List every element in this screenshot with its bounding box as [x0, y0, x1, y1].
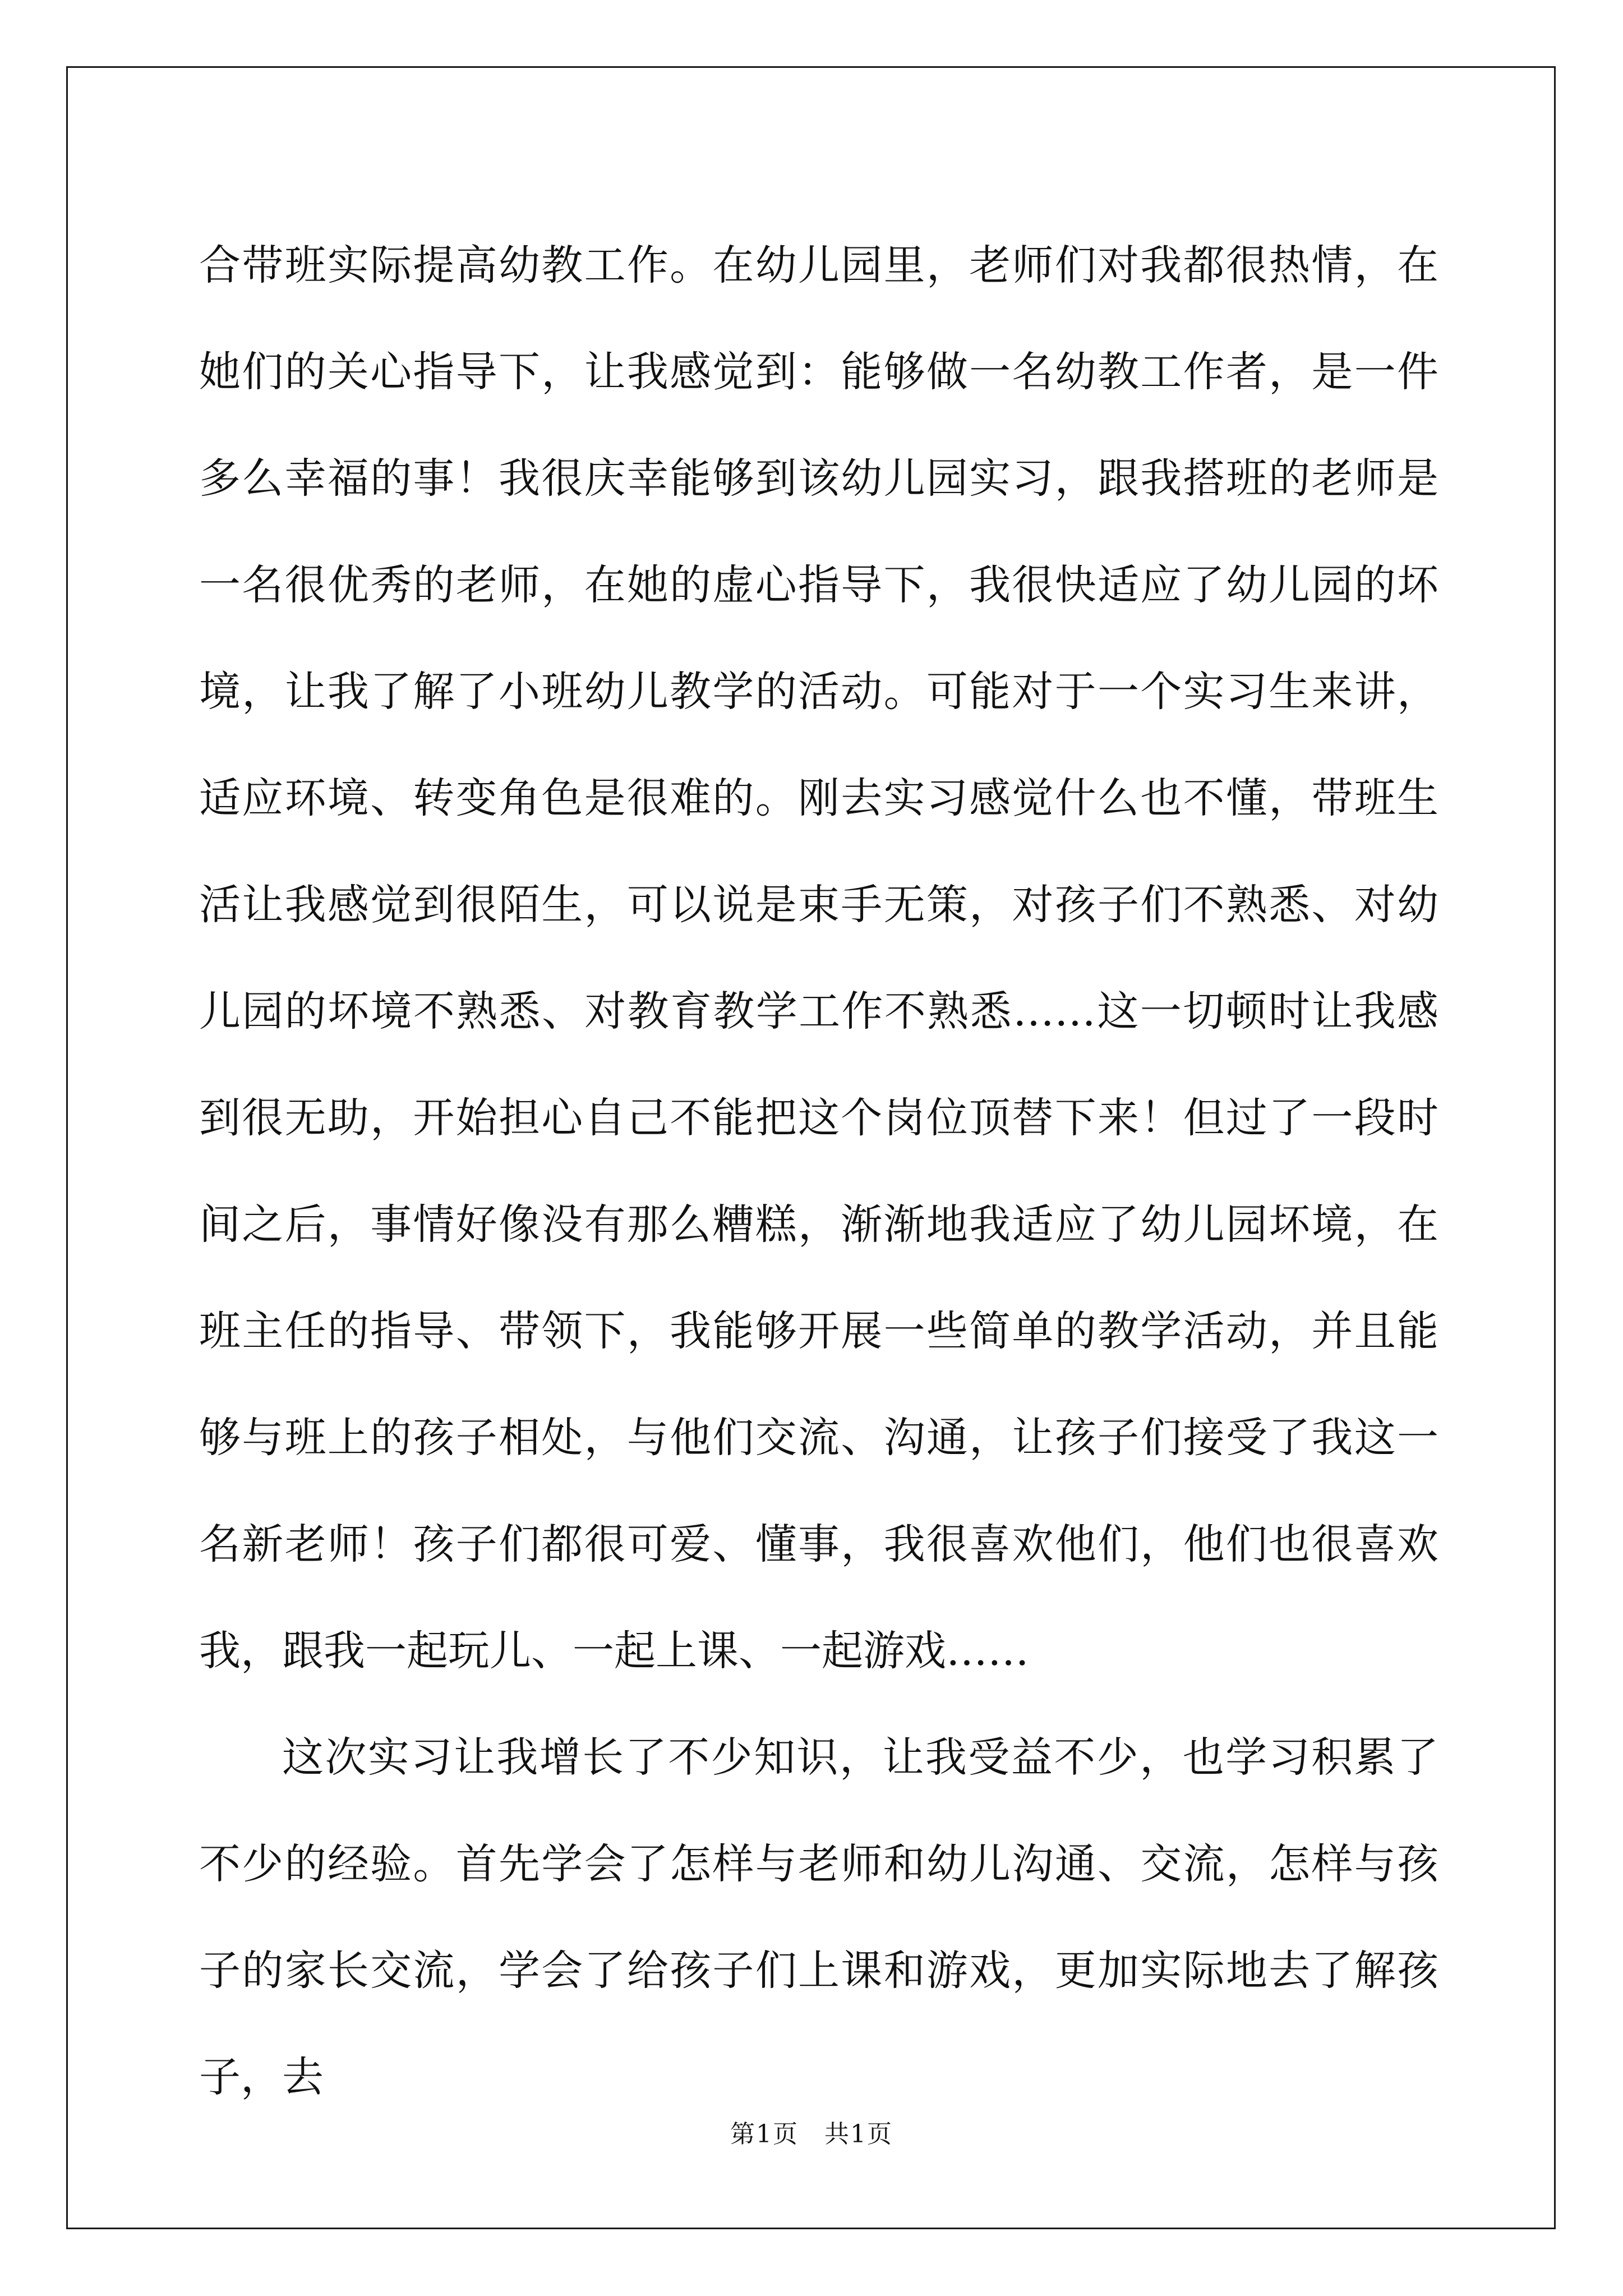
paragraph-1: 合带班实际提高幼教工作。在幼儿园里，老师们对我都很热情，在她们的关心指导下，让我感觉到：能够做一名幼教工作者，是一件多么幸福的事！我很庆幸能够到该幼儿园实习，跟我搭班的老师是一名很优秀的老师，在她的虚心指导下，我很快适应了幼儿园的坏境，让我了解了小班幼儿教学的活动。可能对于一个实习生来讲，适应环境、转变角色是很难的。刚去实习感觉什么也不懂，带班生活让我感觉到很陌生，可以说是束手无策，对孩子们不熟悉、对幼儿园的坏境不熟悉、对教育教学工作不熟悉……这一切顿时让我感到很无助，开始担心自己不能把这个岗位顶替下来！但过了一段时间之后，事情好像没有那么糟糕，渐渐地我适应了幼儿园坏境，在班主任的指导、带领下，我能够开展一些简单的教学活动，并且能够与班上的孩子相处，与他们交流、沟通，让孩子们接受了我这一名新老师！孩子们都很可爱、懂事，我很喜欢他们，他们也很喜欢我，跟我一起玩儿、一起上课、一起游戏……	[199, 241, 1438, 1675]
page-number-footer: 第1页 共1页	[730, 2120, 893, 2148]
paragraph-2: 这次实习让我增长了不少知识，让我受益不少，也学习积累了不少的经验。首先学会了怎样与老师和幼儿沟通、交流，怎样与孩子的家长交流，学会了给孩子们上课和游戏，更加实际地去了解孩子，去	[199, 1733, 1438, 2101]
document-body	[199, 212, 1438, 2131]
